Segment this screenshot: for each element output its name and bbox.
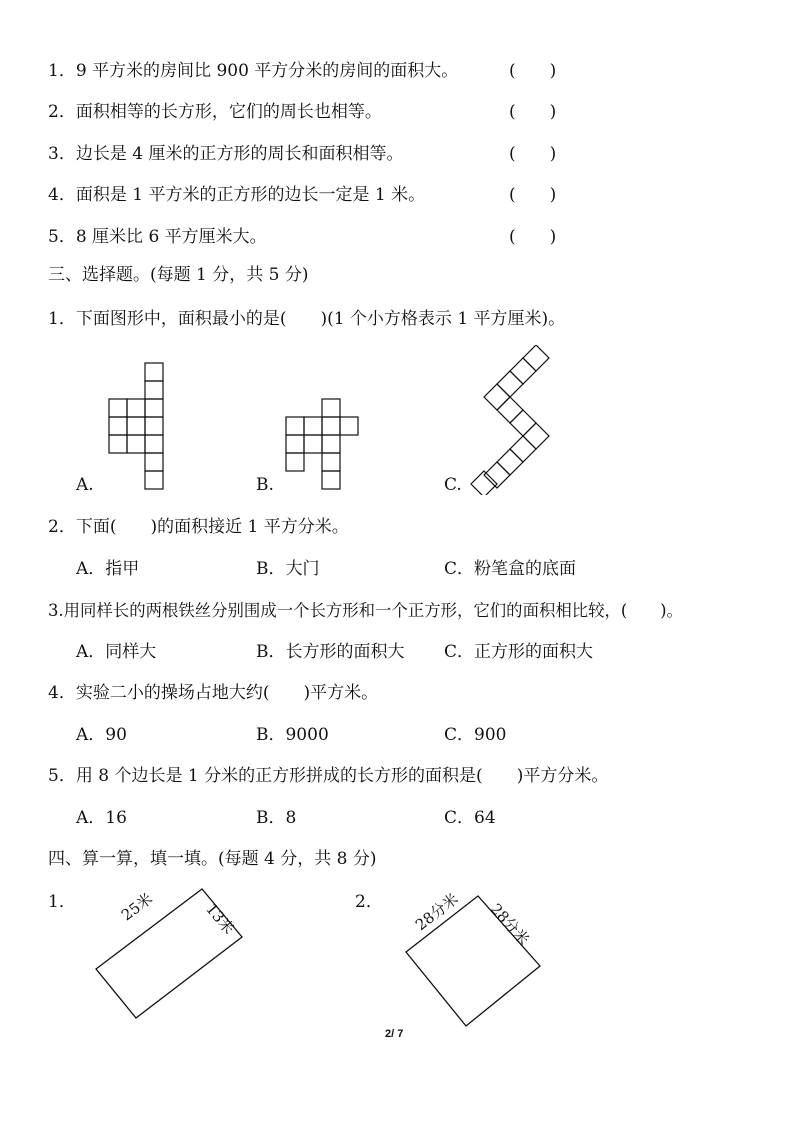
judge-item-2 (48, 101, 382, 123)
judge-item-text: 边长是 4 厘米的正方形的周长和面积相等。 (75, 144, 404, 164)
q3-option-c: C．正方形的面积大 (444, 642, 594, 662)
question-5-text: 5．用 8 个边长是 1 分米的正方形拼成的长方形的面积是( )平方分米。 (48, 766, 609, 786)
judge-item-3 (48, 143, 403, 165)
calc-2-number: 2． (355, 892, 383, 912)
question-2-text: 2．下面( )的面积接近 1 平方分米。 (48, 517, 349, 537)
calc-1-length-label: 25米 (118, 889, 157, 925)
q4-option-b: B．9000 (256, 725, 329, 745)
calc-1-rectangle (90, 884, 250, 1030)
judge-item-5 (48, 226, 267, 248)
calc-2-length-label: 28分米 (412, 889, 462, 935)
figure-a (108, 362, 168, 492)
judge-answer-blank[interactable]: ( ) (509, 144, 557, 164)
judge-item-number: 2． (48, 102, 76, 122)
question-4-text: 4．实验二小的操场占地大约( )平方米。 (48, 683, 379, 703)
calc-2-square (400, 886, 550, 1032)
section-4-title: 四、算一算，填一填。(每题 4 分，共 8 分) (48, 849, 377, 869)
figure-b (285, 398, 361, 492)
q4-option-c: C．900 (444, 725, 507, 745)
judge-item-text: 面积是 1 平方米的正方形的边长一定是 1 米。 (75, 185, 426, 205)
figure-c-cell (497, 397, 523, 423)
judge-answer-blank[interactable]: ( ) (509, 185, 557, 205)
figure-a-label: A. (76, 475, 94, 495)
q5-option-b: B．8 (256, 808, 297, 828)
calc-1-width-label: 13米 (202, 900, 238, 938)
calc-1-number: 1． (48, 892, 76, 912)
judge-item-text: 8 厘米比 6 平方厘米大。 (75, 227, 267, 247)
figure-b-label: B. (256, 475, 274, 495)
judge-item-1 (48, 60, 458, 82)
question-1-text: 1．下面图形中，面积最小的是( )(1 个小方格表示 1 平方厘米)。 (48, 309, 566, 329)
page-number: 2/ 7 (385, 1028, 404, 1040)
judge-answer-blank[interactable]: ( ) (509, 227, 557, 247)
judge-item-text: 9 平方米的房间比 900 平方分米的房间的面积大。 (75, 61, 459, 81)
figure-c-cell (523, 423, 549, 449)
q5-option-a: A．16 (76, 808, 127, 828)
q2-option-c: C．粉笔盒的底面 (444, 559, 577, 579)
figure-c-cell (510, 358, 536, 384)
figure-c-cell (497, 449, 523, 475)
judge-item-number: 5． (48, 227, 76, 247)
q2-option-a: A．指甲 (76, 559, 140, 579)
figure-c-cell (484, 384, 510, 410)
figure-c-cell (497, 371, 523, 397)
judge-item-text: 面积相等的长方形，它们的周长也相等。 (75, 102, 382, 122)
q3-option-b: B．长方形的面积大 (256, 642, 405, 662)
judge-answer-blank[interactable]: ( ) (509, 102, 557, 122)
q2-option-b: B．大门 (256, 559, 320, 579)
judge-answer-blank[interactable]: ( ) (509, 61, 557, 81)
figure-c-label: C. (444, 475, 462, 495)
section-3-title: 三、选择题。(每题 1 分，共 5 分) (48, 265, 309, 285)
figure-c-cell (523, 345, 549, 371)
figure-c (470, 345, 555, 495)
judge-item-number: 1． (48, 61, 76, 81)
calc-2-width-label: 28分米 (486, 900, 533, 949)
judge-item-4 (48, 184, 425, 206)
q5-option-c: C．64 (444, 808, 496, 828)
q4-option-a: A．90 (76, 725, 127, 745)
judge-item-number: 4． (48, 185, 76, 205)
judge-item-number: 3． (48, 144, 76, 164)
figure-c-cell (510, 436, 536, 462)
q3-option-a: A．同样大 (76, 642, 157, 662)
figure-c-cell (510, 410, 536, 436)
question-3-text: 3.用同样长的两根铁丝分别围成一个长方形和一个正方形，它们的面积相比较，( )。 (48, 601, 683, 620)
